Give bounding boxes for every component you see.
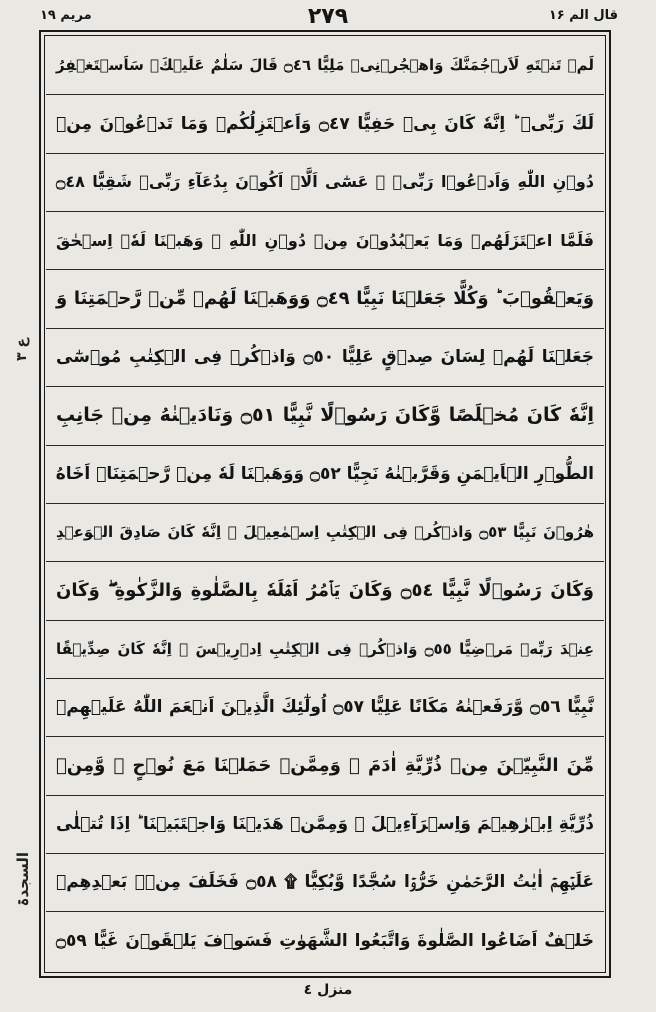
text-line-8 [46,446,604,504]
text-line-6 [46,329,604,387]
verse-text: لَمۡ تَنۡتَهِ لَاَرۡجُمَنَّكَ وَاهۡجُرۡنِىۡ مَلِيًّا ۝٤٦ قَالَ سَلٰمٌ عَلَيۡكَۚ سَاَسۡتَغۡفِرُ [56,56,595,75]
page-number: ٢٧٩ [307,4,349,29]
verse-text: وَكَانَ رَسُوۡلًا نَّبِيًّا ۝٥٤ وَكَانَ يَاۡمُرُ اَهۡلَهٗ بِالصَّلٰوةِ وَالزَّكٰوةِ ۖ وَكَانَ [56,579,594,601]
text-line-4 [46,212,604,270]
verse-text: دُوۡنِ اللّٰهِ وَاَدۡعُوۡا رَبِّىۡ ۖ عَسٰٓى اَلَّاۤ اَكُوۡنَ بِدُعَآءِ رَبِّىۡ شَقِيًّا ۝٤٨ [56,172,594,192]
verse-text: جَعَلۡنَا لَهُمۡ لِسَانَ صِدۡقٍ عَلِيًّا ۝٥٠ وَاذۡكُرۡ فِى الۡكِتٰبِ مُوۡسٰٓى [56,346,594,367]
text-line-14 [46,796,604,854]
text-lines [46,37,604,971]
ruku-marker: ع ۳ [14,338,30,361]
verse-text: هٰرُوۡنَ نَبِيًّا ۝٥٣ وَاذۡكُرۡ فِى الۡكِتٰبِ اِسۡمٰعِيۡلَ ۚ اِنَّهٗ كَانَ صَادِقَ الۡوَعۡدِ [56,523,594,542]
text-line-3 [46,154,604,212]
surah-header: مریم ۱۹ [40,8,92,23]
verse-text: خَلۡفٌ اَضَاعُوا الصَّلٰوةَ وَاتَّبَعُوا الشَّهَوٰتِ فَسَوۡفَ يَلۡقَوۡنَ غَيًّا ۝٥٩ [56,931,594,952]
juz-header: قال الم ۱۶ [548,8,618,23]
verse-text: فَلَمَّا اعۡتَزَلَهُمۡ وَمَا يَعۡبُدُوۡنَ مِنۡ دُوۡنِ اللّٰهِ ۙ وَهَبۡنَا لَهٗۤ اِسۡحٰقَ [56,230,594,250]
verse-text: اِنَّهٗ كَانَ مُخۡلَصًا وَّكَانَ رَسُوۡلًا نَّبِيًّا ۝٥١ وَنَادَيۡنٰهُ مِنۡ جَانِبِ [56,404,594,427]
verse-text: عِنۡدَ رَبِّهٖ مَرۡضِيًّا ۝٥٥ وَاذۡكُرۡ فِى الۡكِتٰبِ اِدۡرِيۡسَ ۚ اِنَّهٗ كَانَ صِدِّيۡقًا [56,639,595,658]
sajda-marker: السجدۃ [14,852,32,907]
text-line-13 [46,737,604,795]
verse-text: نَّبِيًّا ۝٥٦ وَّرَفَعۡنٰهُ مَكَانًا عَلِيًّا ۝٥٧ اُولٰٓئِكَ الَّذِيۡنَ اَنۡعَمَ اللّٰهُ عَلَيۡهِمۡ [56,697,594,718]
text-line-9 [46,504,604,562]
text-line-2 [46,95,604,153]
text-line-15 [46,854,604,912]
verse-text: الطُّوۡرِ الۡاَيۡمَنِ وَقَرَّبۡنٰهُ نَجِيًّا ۝٥٢ وَوَهَبۡنَا لَهٗ مِنۡ رَّحۡمَتِنَاۤ اَخَاهُ [55,463,594,484]
text-line-7 [46,387,604,445]
text-line-16 [46,912,604,970]
verse-text: ذُرِّيَّةِ اِبۡرٰهِيۡمَ وَاِسۡرَآءِيۡلَ ۖ وَمِمَّنۡ هَدَيۡنَا وَاجۡتَبَيۡنَا ؕ اِذَا تُتۡلٰى [56,813,594,834]
manzil-footer: منزل ٤ [303,982,353,998]
verse-text: وَيَعۡقُوۡبَ ؕ وَكُلًّا جَعَلۡنَا نَبِيًّا ۝٤٩ وَوَهَبۡنَا لَهُمۡ مِّنۡ رَّحۡمَتِنَا وَ [56,288,595,310]
verse-text: مِّنَ النَّبِيّٖنَ مِنۡ ذُرِّيَّةِ اٰدَمَ ۖ وَمِمَّنۡ حَمَلۡنَا مَعَ نُوۡحٍ ۖ وَّمِنۡ [56,754,594,776]
verse-text: عَلَيۡهِمۡ اٰيٰتُ الرَّحۡمٰنِ خَرُّوۡا سُجَّدًا وَّبُكِيًّا ۩ ۝٥٨ فَخَلَفَ مِنۡۢ بَعۡدِهِمۡ [56,872,594,893]
text-line-12 [46,679,604,737]
text-line-1 [46,37,604,95]
verse-text: لَكَ رَبِّىۡ ؕ اِنَّهٗ كَانَ بِىۡ حَفِيًّا ۝٤٧ وَاَعۡتَزِلُكُمۡ وَمَا تَدۡعُوۡنَ مِنۡ [56,113,594,134]
text-line-10 [46,562,604,620]
text-line-11 [46,621,604,679]
text-line-5 [46,270,604,328]
